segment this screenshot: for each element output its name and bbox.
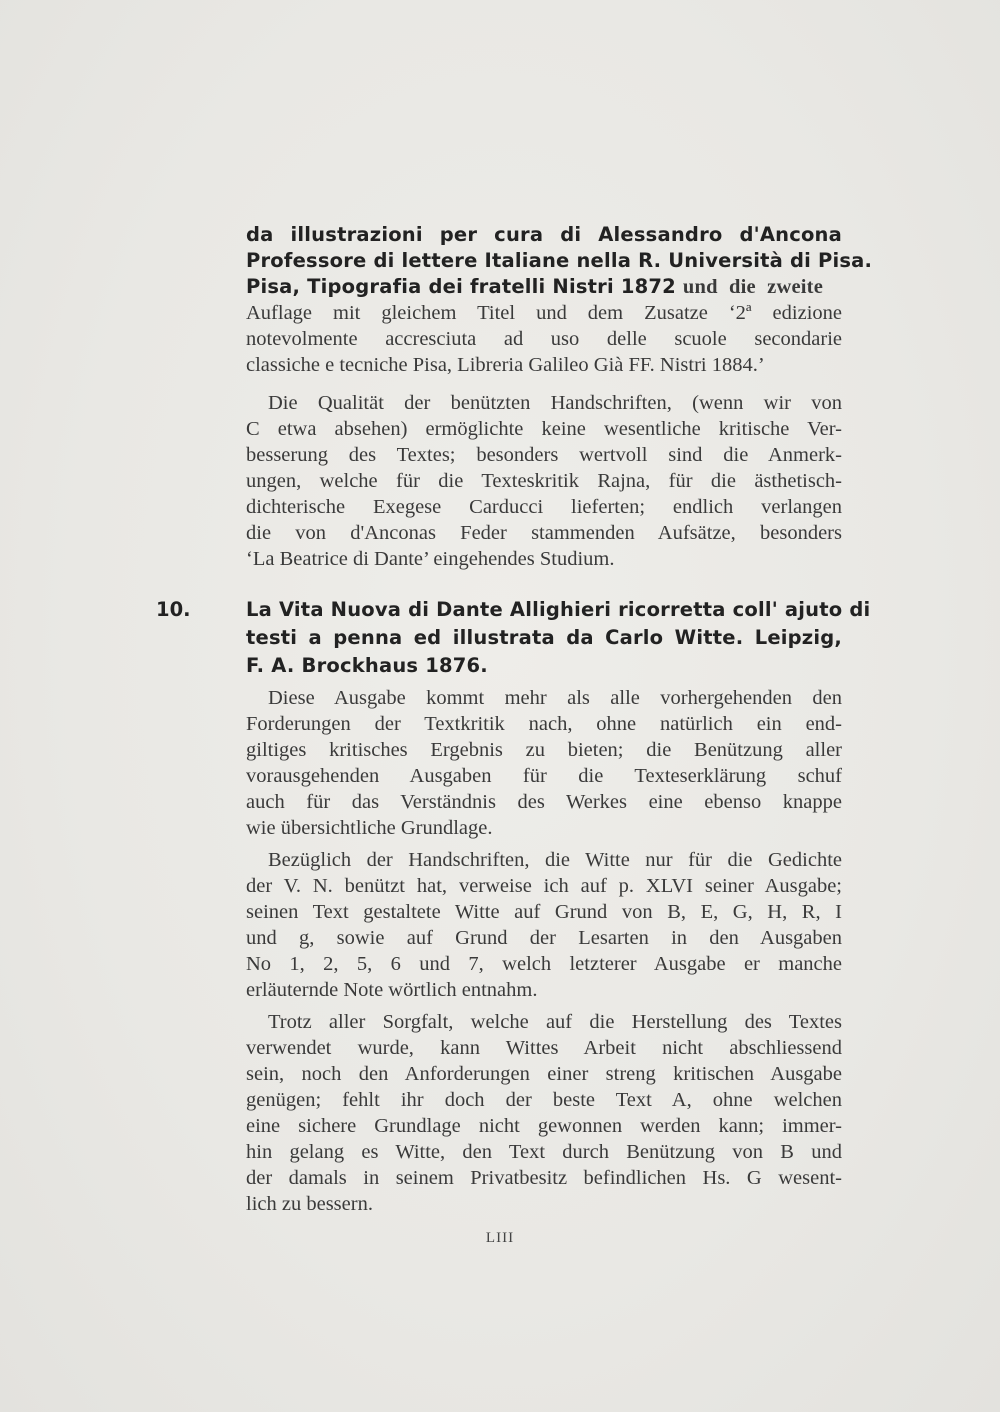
paragraph-line: Die Qualität der benützten Handschriften, (wenn wir von: [268, 392, 842, 414]
paragraph-line: ungen, welche für die Texteskritik Rajna, für die ästhetisch-: [246, 470, 842, 492]
entry-heading-line: Professore di lettere Italiane nella R. Università di Pisa.: [246, 249, 873, 272]
paragraph-line: Bezüglich der Handschriften, die Witte nur für die Gedichte: [268, 849, 842, 871]
paragraph-line: ‘La Beatrice di Dante’ eingehendes Studium.: [246, 548, 615, 570]
entry-heading-line: da illustrazioni per cura di Alessandro d'Ancona: [246, 223, 842, 246]
paragraph-line: besserung des Textes; besonders wertvoll sind die Anmerk-: [246, 444, 842, 466]
entry-heading-line: testi a penna ed illustrata da Carlo Witte. Leipzig,: [246, 626, 842, 649]
paragraph-line: eine sichere Grundlage nicht gewonnen werden kann; immer-: [246, 1115, 842, 1137]
paragraph-line: Trotz aller Sorgfalt, welche auf die Herstellung des Textes: [268, 1011, 842, 1033]
paragraph-line: dichterische Exegese Carducci lieferten; endlich verlangen: [246, 496, 842, 518]
page-number: LIII: [485, 1230, 515, 1246]
paragraph-line: erläuternde Note wörtlich entnahm.: [246, 979, 538, 1001]
paragraph-line: wie übersichtliche Grundlage.: [246, 817, 493, 839]
entry-number: 10.: [156, 598, 191, 621]
paragraph-line: No 1, 2, 5, 6 und 7, welch letzterer Ausgabe er manche: [246, 953, 842, 975]
entry-heading-line: F. A. Brockhaus 1876.: [246, 654, 488, 677]
entry-continuation-line: Auflage mit gleichem Titel und dem Zusatze ‘2ª edizione: [246, 302, 842, 324]
paragraph-line: der V. N. benützt hat, verweise ich auf p. XLVI seiner Ausgabe;: [246, 875, 842, 897]
paragraph-line: die von d'Anconas Feder stammenden Aufsätze, besonders: [246, 522, 842, 544]
entry-continuation-line: notevolmente accresciuta ad uso delle scuole secondarie: [246, 328, 842, 350]
paragraph-line: seinen Text gestaltete Witte auf Grund von B, E, G, H, R, I: [246, 901, 842, 923]
paragraph-line: verwendet wurde, kann Wittes Arbeit nicht abschliessend: [246, 1037, 842, 1059]
paragraph-line: sein, noch den Anforderungen einer streng kritischen Ausgabe: [246, 1063, 842, 1085]
paragraph-line: Diese Ausgabe kommt mehr als alle vorhergehenden den: [268, 687, 842, 709]
entry-continuation-line: classiche e tecniche Pisa, Libreria Galileo Già FF. Nistri 1884.’: [246, 354, 765, 376]
paragraph-line: C etwa absehen) ermöglichte keine wesentliche kritische Ver-: [246, 418, 842, 440]
paragraph-line: auch für das Verständnis des Werkes eine ebenso knappe: [246, 791, 842, 813]
entry-heading-line: La Vita Nuova di Dante Allighieri ricorretta coll' ajuto di: [246, 598, 871, 621]
paragraph-line: vorausgehenden Ausgaben für die Texteserklärung schuf: [246, 765, 842, 787]
entry-heading-serif-part: und die zweite: [682, 276, 823, 298]
paragraph-line: giltiges kritisches Ergebnis zu bieten; die Benützung aller: [246, 739, 842, 761]
entry-heading-bold-part: Pisa, Tipografia dei fratelli Nistri 1872: [246, 275, 683, 298]
paragraph-line: Forderungen der Textkritik nach, ohne natürlich ein end-: [246, 713, 842, 735]
paragraph-line: der damals in seinem Privatbesitz befindlichen Hs. G wesent-: [246, 1167, 842, 1189]
paragraph-line: lich zu bessern.: [246, 1193, 373, 1215]
entry-heading-line: [246, 274, 842, 300]
paragraph-line: genügen; fehlt ihr doch der beste Text A, ohne welchen: [246, 1089, 842, 1111]
paragraph-line: und g, sowie auf Grund der Lesarten in den Ausgaben: [246, 927, 842, 949]
paragraph-line: hin gelang es Witte, den Text durch Benützung von B und: [246, 1141, 842, 1163]
